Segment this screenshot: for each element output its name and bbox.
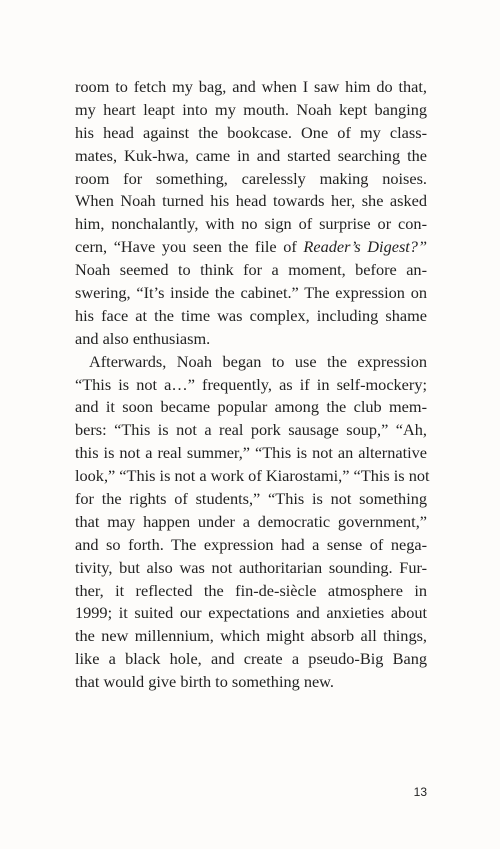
text-line: room to fetch my bag, and when I saw him do that, bbox=[75, 77, 427, 96]
text-line: swering, “It’s inside the cabinet.” The expression on bbox=[75, 283, 427, 303]
text-line: this is not a real summer,” “This is not an alternative bbox=[75, 443, 427, 463]
text-line: his head against the bookcase. One of my class- bbox=[75, 122, 427, 142]
text-line: like a black hole, and create a pseudo-Big Bang bbox=[75, 649, 427, 669]
text-line: and also enthusiasm. bbox=[75, 328, 211, 348]
text-line: that would give birth to something new. bbox=[75, 672, 334, 692]
text-line: the new millennium, which might absorb all things, bbox=[75, 626, 427, 646]
text-line: and so forth. The expression had a sense of nega- bbox=[75, 534, 427, 554]
text-line: and it soon became popular among the club mem- bbox=[75, 397, 427, 417]
text-line: “This is not a…” frequently, as if in self-mockery; bbox=[75, 374, 427, 394]
text-line: ther, it reflected the fin-de-siècle atmosphere in bbox=[75, 580, 427, 600]
text-line: 1999; it suited our expectations and anxieties about bbox=[75, 603, 427, 623]
text-line: for the rights of students,” “This is not something bbox=[75, 489, 427, 509]
text-segment: cern, “Have you seen the file of bbox=[75, 237, 304, 257]
page-number: 13 bbox=[413, 785, 427, 799]
text-line: bers: “This is not a real pork sausage soup,” “Ah, bbox=[75, 420, 427, 440]
text-line: mates, Kuk-hwa, came in and started searching the bbox=[75, 145, 427, 165]
body-text bbox=[75, 76, 430, 694]
text-line: his face at the time was complex, including shame bbox=[75, 305, 427, 325]
text-line: that may happen under a democratic government,” bbox=[75, 511, 427, 531]
italic-title: Reader’s Digest?” bbox=[303, 237, 427, 257]
text-line: Noah seemed to think for a moment, before an- bbox=[75, 260, 427, 280]
text-line: Afterwards, Noah began to use the expression bbox=[89, 351, 427, 371]
text-line: him, nonchalantly, with no sign of surprise or con- bbox=[75, 214, 427, 234]
text-line bbox=[75, 236, 427, 259]
text-line: my heart leapt into my mouth. Noah kept banging bbox=[75, 99, 427, 119]
text-line: room for something, carelessly making noises. bbox=[75, 168, 427, 188]
text-line: look,” “This is not a work of Kiarostami,” “This is not bbox=[75, 466, 430, 486]
text-line: tivity, but also was not authoritarian sounding. Fur- bbox=[75, 557, 427, 577]
text-line: When Noah turned his head towards her, she asked bbox=[75, 191, 427, 211]
